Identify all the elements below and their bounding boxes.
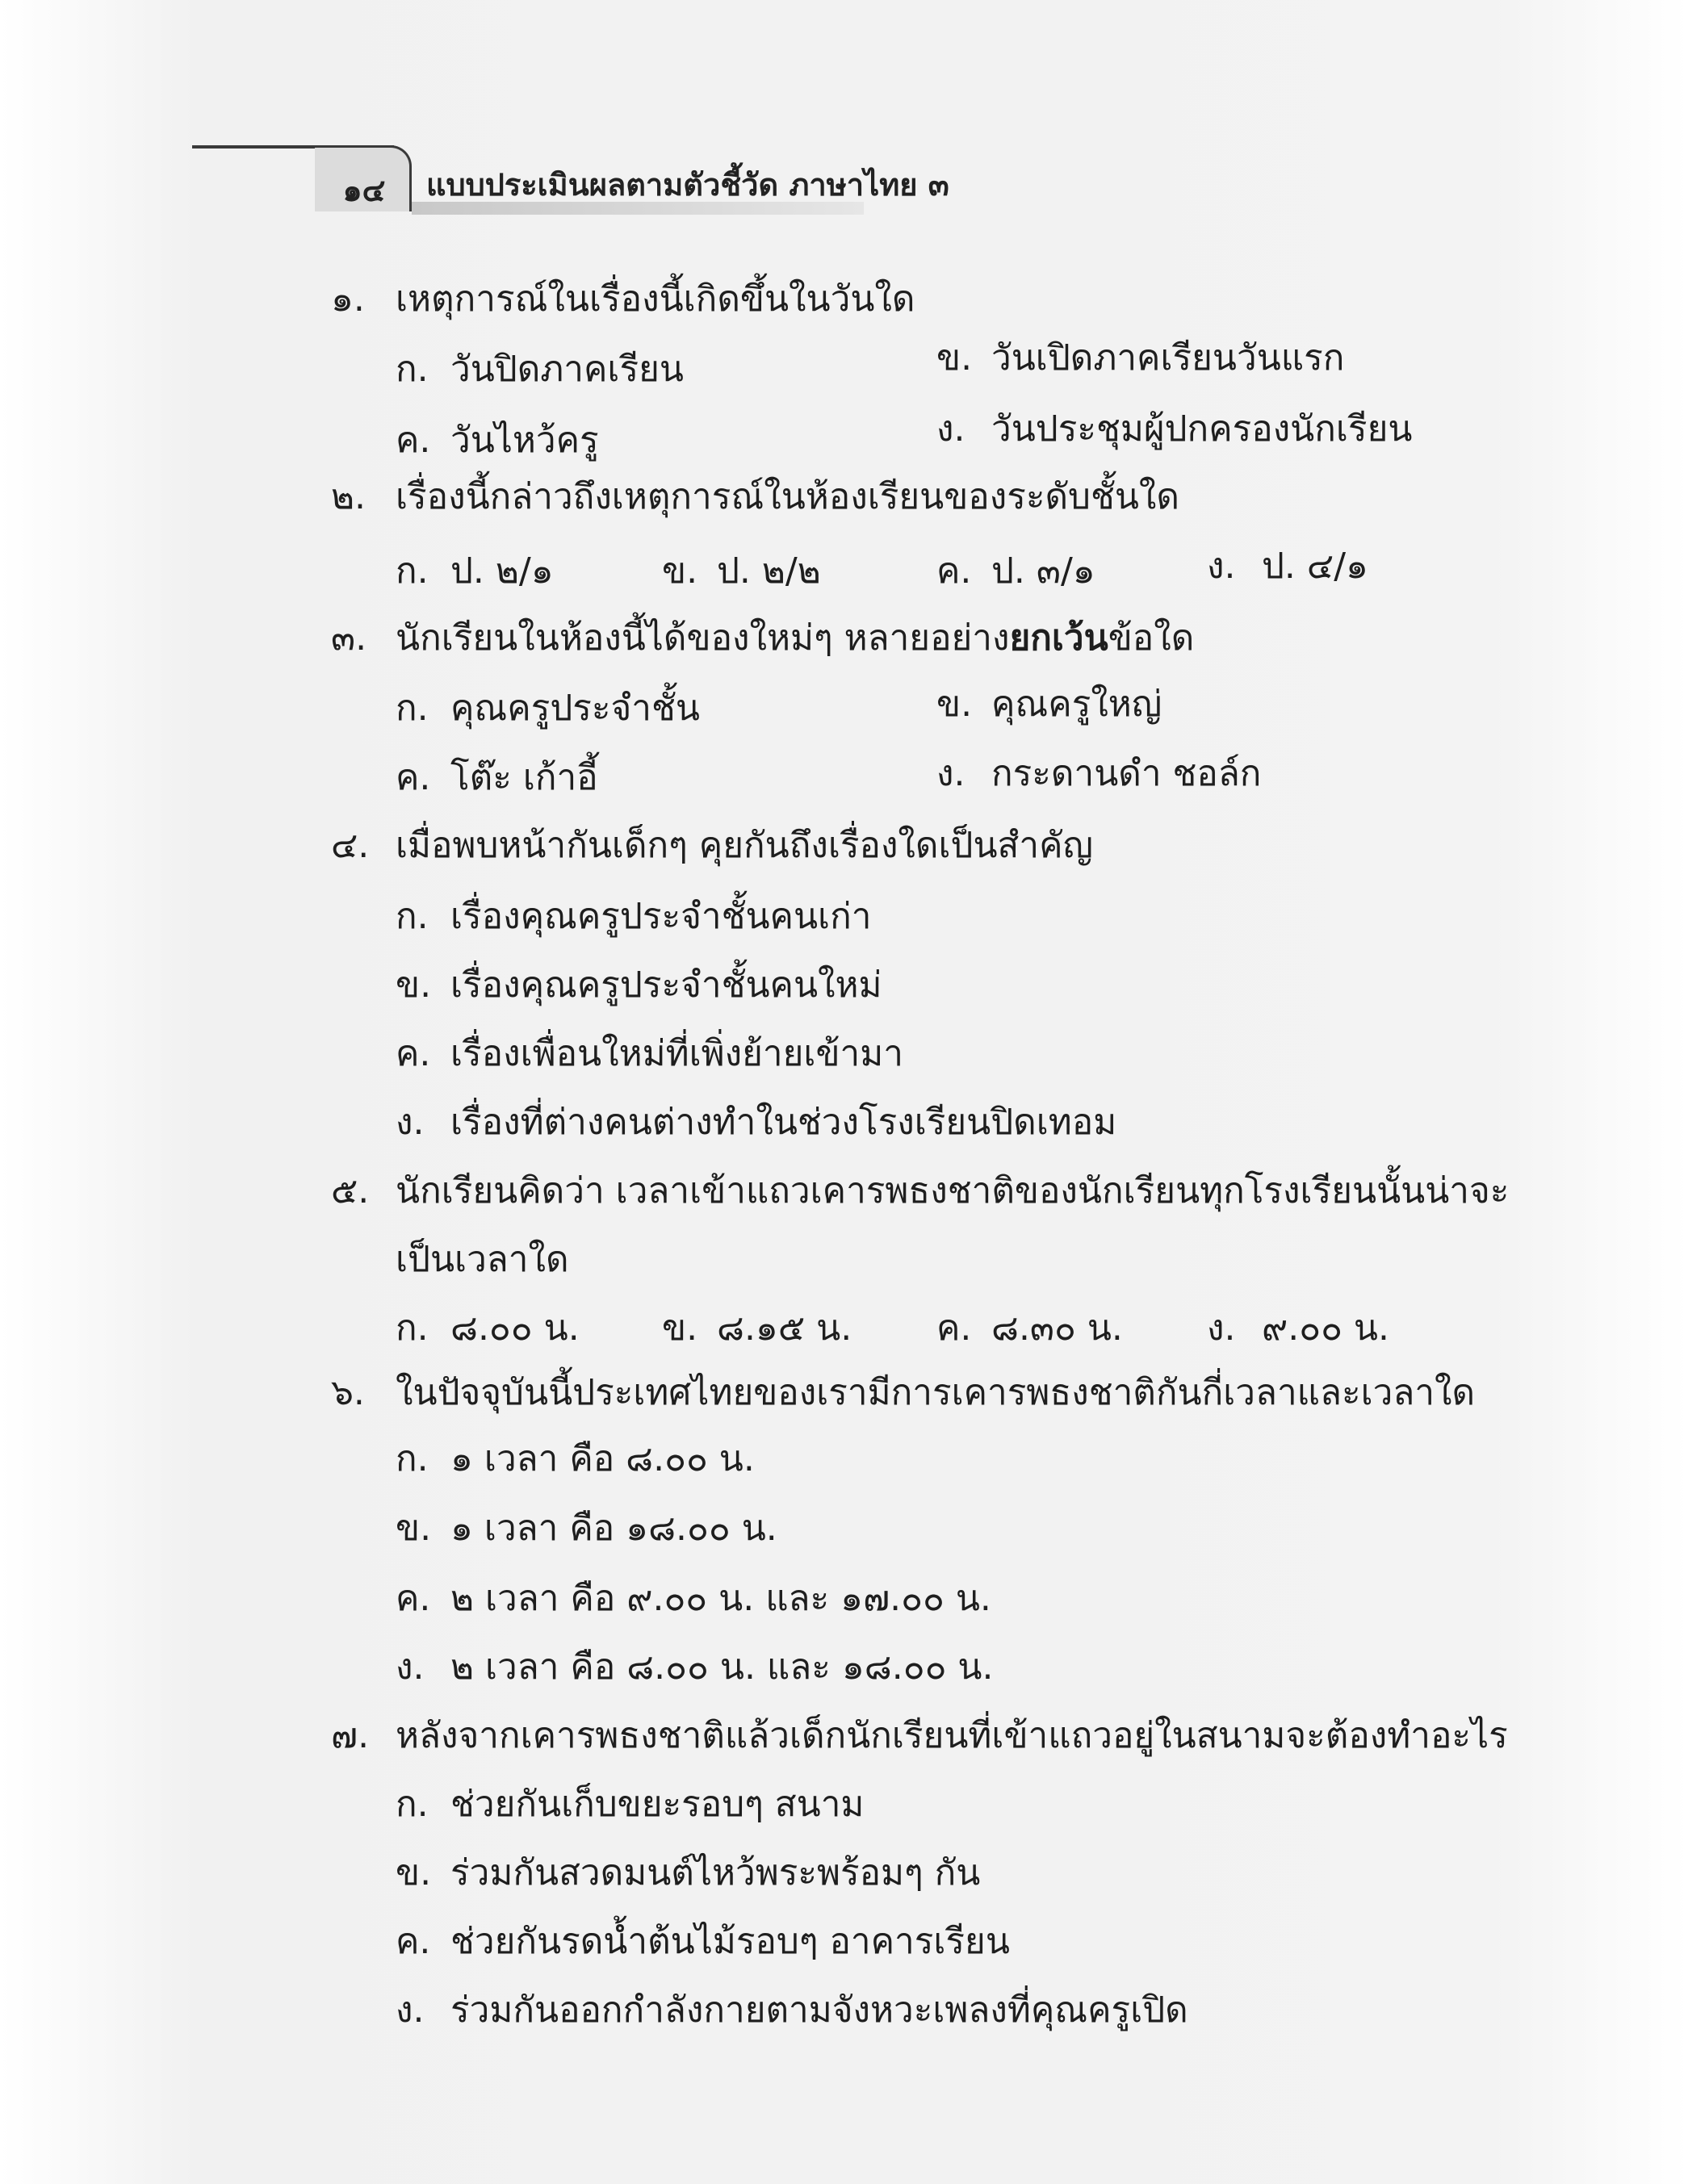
option-text: วันเปิดภาคเรียนวันแรก [991, 337, 1345, 379]
question-number: ๓. [331, 617, 367, 659]
option-5c [936, 1307, 1123, 1350]
option-text: ร่วมกันสวดมนต์ไหว้พระพร้อมๆ กัน [450, 1852, 981, 1893]
option-letter: ข. [396, 964, 432, 1006]
question-text: เมื่อพบหน้ากันเด็กๆ คุยกันถึงเรื่องใดเป็นสำคัญ [396, 825, 1094, 866]
option-5d [1207, 1307, 1389, 1350]
option-text: ๙.๐๐ น. [1262, 1307, 1389, 1349]
option-text: ป. ๒/๑ [450, 550, 554, 592]
option-letter: ง. [396, 1989, 425, 2031]
option-text: เรื่องคุณครูประจำชั้นคนเก่า [450, 896, 872, 937]
option-text: ป. ๒/๒ [717, 550, 821, 592]
option-7b [396, 1852, 980, 1895]
question-1 [331, 278, 915, 321]
option-7d [396, 1989, 1188, 2032]
option-letter: ค. [396, 420, 431, 461]
option-text: วันไหว้ครู [450, 420, 599, 461]
option-letter: ค. [936, 550, 972, 592]
option-letter: ก. [396, 1438, 429, 1479]
question-number: ๖. [331, 1372, 365, 1413]
option-letter: ก. [396, 1784, 429, 1825]
option-letter: ค. [396, 757, 431, 798]
option-text: คุณครูใหญ่ [991, 684, 1162, 725]
option-letter: ก. [396, 688, 429, 729]
option-letter: ข. [662, 1307, 698, 1349]
option-6b [396, 1508, 777, 1550]
option-letter: ง. [1207, 1307, 1236, 1349]
option-text: ๒ เวลา คือ ๙.๐๐ น. และ ๑๗.๐๐ น. [450, 1578, 991, 1619]
option-2d [1207, 546, 1368, 588]
option-letter: ค. [396, 1921, 431, 1962]
option-4c [396, 1033, 903, 1076]
question-text: เรื่องนี้กล่าวถึงเหตุการณ์ในห้องเรียนของระดับชั้นใด [396, 476, 1179, 517]
option-1c [396, 420, 599, 462]
header-title: แบบประเมินผลตามตัวชี้วัด ภาษาไทย ๓ [426, 167, 949, 203]
option-text: ป. ๔/๑ [1262, 546, 1368, 587]
option-letter: ค. [396, 1578, 431, 1619]
option-letter: ง. [936, 753, 965, 794]
question-text: หลังจากเคารพธงชาติแล้วเด็กนักเรียนที่เข้าแถวอยู่ในสนามจะต้องทำอะไร [396, 1715, 1508, 1756]
option-text: เรื่องเพื่อนใหม่ที่เพิ่งย้ายเข้ามา [450, 1033, 903, 1074]
option-letter: ข. [396, 1508, 432, 1549]
option-2c [936, 550, 1095, 593]
question-text: ในปัจจุบันนี้ประเทศไทยของเรามีการเคารพธงชาติกันกี่เวลาและเวลาใด [396, 1372, 1476, 1413]
option-text: ๘.๓๐ น. [991, 1307, 1123, 1349]
option-1a [396, 349, 684, 391]
option-text: วันปิดภาคเรียน [450, 349, 684, 390]
option-text: ป. ๓/๑ [991, 550, 1095, 592]
option-6c [396, 1578, 991, 1621]
option-text: เรื่องที่ต่างคนต่างทำในช่วงโรงเรียนปิดเทอม [450, 1102, 1117, 1143]
option-letter: ง. [396, 1646, 425, 1688]
question-4 [331, 825, 1093, 868]
option-7a [396, 1784, 864, 1826]
question-6 [331, 1372, 1475, 1415]
option-5b [662, 1307, 852, 1350]
option-2b [662, 550, 821, 593]
option-text: ร่วมกันออกกำลังกายตามจังหวะเพลงที่คุณครูเปิด [450, 1989, 1188, 2031]
option-text: ๘.๐๐ น. [450, 1307, 580, 1349]
question-number: ๔. [331, 825, 370, 866]
question-emphasis: ยกเว้น [1009, 617, 1108, 659]
option-4b [396, 964, 882, 1007]
page-number: ๑๔ [342, 173, 386, 208]
option-3a [396, 688, 700, 730]
option-3c [396, 757, 598, 800]
question-number: ๕. [331, 1170, 370, 1211]
option-letter: ข. [662, 550, 698, 592]
question-text: นักเรียนในห้องนี้ได้ของใหม่ๆ หลายอย่าง [396, 617, 1010, 659]
option-6d [396, 1646, 993, 1689]
option-7c [396, 1921, 1010, 1964]
option-letter: ก. [396, 1307, 429, 1349]
option-2a [396, 550, 554, 593]
option-letter: ง. [1207, 546, 1236, 587]
option-text: เรื่องคุณครูประจำชั้นคนใหม่ [450, 964, 882, 1006]
question-text: เหตุการณ์ในเรื่องนี้เกิดขึ้นในวันใด [396, 278, 915, 320]
question-5-continued: เป็นเวลาใด [396, 1239, 569, 1280]
option-text: ๑ เวลา คือ ๑๘.๐๐ น. [450, 1508, 777, 1549]
option-letter: ค. [936, 1307, 972, 1349]
option-letter: ก. [396, 550, 429, 592]
option-text: ๑ เวลา คือ ๘.๐๐ น. [450, 1438, 755, 1479]
option-text: ๒ เวลา คือ ๘.๐๐ น. และ ๑๘.๐๐ น. [450, 1646, 994, 1688]
option-letter: ข. [936, 684, 973, 725]
option-letter: ง. [396, 1102, 425, 1143]
option-letter: ข. [936, 337, 973, 379]
option-text: ๘.๑๕ น. [717, 1307, 852, 1349]
option-3b [936, 684, 1162, 726]
option-text: กระดานดำ ชอล์ก [991, 753, 1262, 794]
question-2 [331, 476, 1179, 519]
option-text: โต๊ะ เก้าอี้ [450, 757, 598, 798]
question-number: ๗. [331, 1715, 370, 1756]
option-4d [396, 1102, 1116, 1144]
question-7 [331, 1715, 1508, 1758]
question-5 [331, 1170, 1509, 1213]
option-letter: ก. [396, 349, 429, 390]
question-text-end: ข้อใด [1108, 617, 1195, 659]
question-3 [331, 617, 1194, 660]
question-number: ๒. [331, 476, 366, 517]
option-letter: ข. [396, 1852, 432, 1893]
question-number: ๑. [331, 278, 365, 320]
option-text: ช่วยกันรดน้ำต้นไม้รอบๆ อาคารเรียน [450, 1921, 1010, 1962]
option-1b [936, 337, 1344, 380]
option-letter: ง. [936, 408, 965, 450]
option-text: วันประชุมผู้ปกครองนักเรียน [991, 408, 1413, 450]
option-6a [396, 1438, 755, 1481]
option-letter: ค. [396, 1033, 431, 1074]
option-5a [396, 1307, 580, 1350]
question-text: นักเรียนคิดว่า เวลาเข้าแถวเคารพธงชาติของนักเรียนทุกโรงเรียนนั้นน่าจะ [396, 1170, 1510, 1211]
option-4a [396, 896, 871, 939]
option-letter: ก. [396, 896, 429, 937]
option-3d [936, 753, 1261, 796]
option-text: คุณครูประจำชั้น [450, 688, 700, 729]
option-1d [936, 408, 1412, 451]
option-text: ช่วยกันเก็บขยะรอบๆ สนาม [450, 1784, 865, 1825]
